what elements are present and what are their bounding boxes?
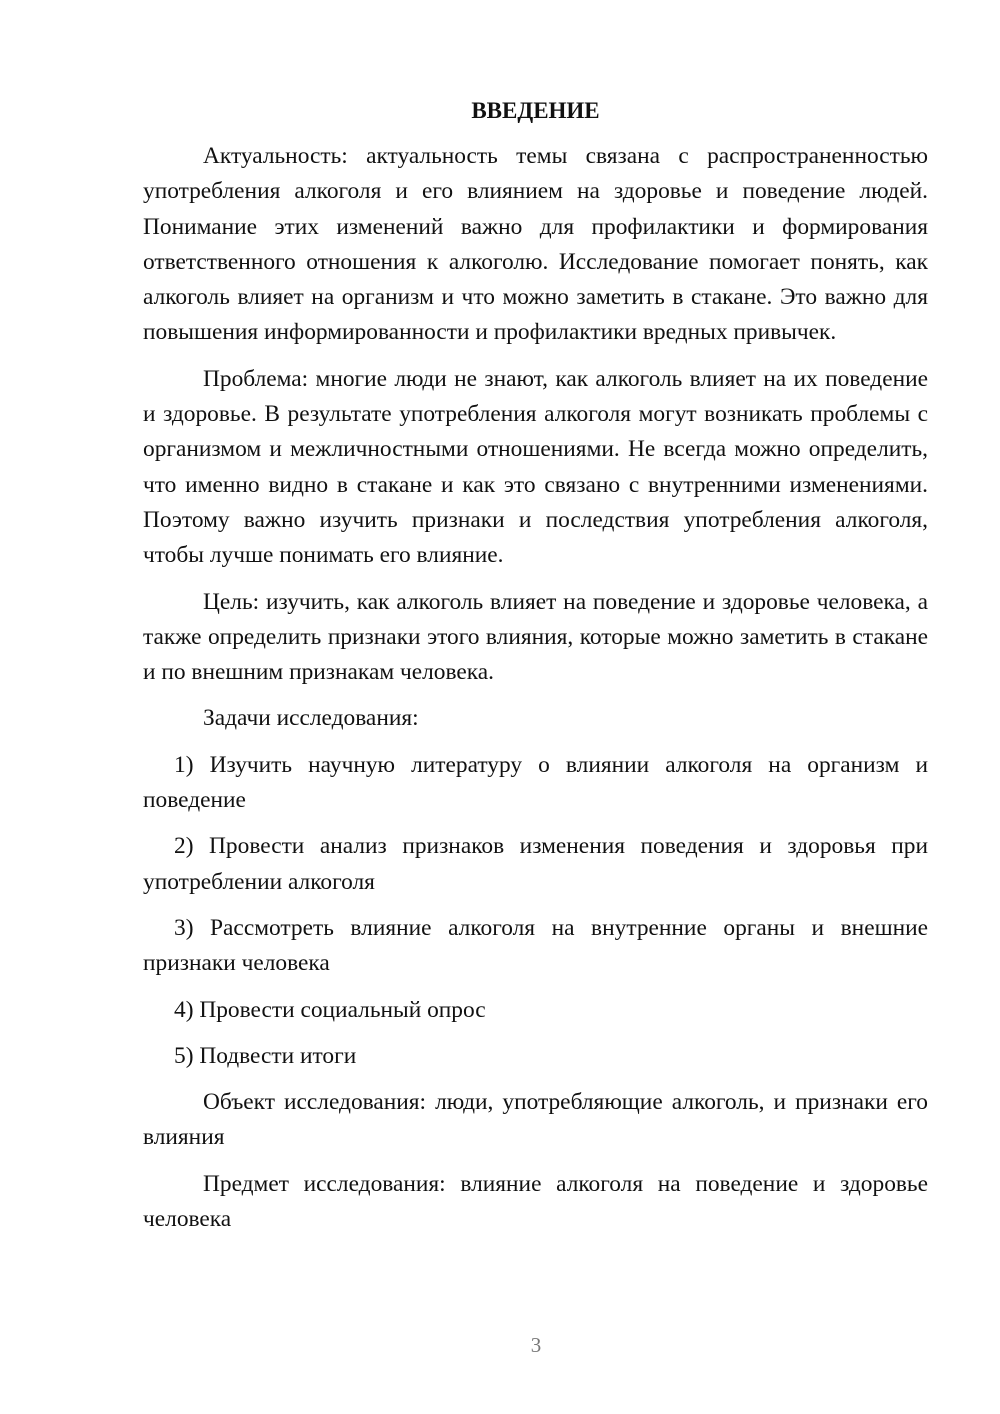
paragraph-relevance: Актуальность: актуальность темы связана с распространенностью употребления алкоголя и его влиянием на здоровье и поведение людей. Понимание этих изменений важно для профилактики и формирования ответственного отношения к алкоголю. Исследование помогает понять, как алкоголь влияет на организм и что можно заметить в стакане. Это важно для повышения информированности и профилактики вредных привычек. xyxy=(143,143,928,346)
task-item-4: 4) Провести социальный опрос xyxy=(174,996,486,1023)
paragraph-problem: Проблема: многие люди не знают, как алкоголь влияет на их поведение и здоровье. В результате употребления алкоголя могут возникать проблемы с организмом и межличностными отношениями. Не всегда можно определить, что именно видно в стакане и как это связано с внутренними изменениями. Поэтому важно изучить признаки и последствия употребления алкоголя, чтобы лучше понимать его влияние. xyxy=(143,365,928,569)
task-item-2: 2) Провести анализ признаков изменения поведения и здоровья при употреблении алкоголя xyxy=(143,833,928,895)
section-heading: ВВЕДЕНИЕ xyxy=(471,98,600,123)
task-item-5: 5) Подвести итоги xyxy=(174,1042,357,1069)
paragraph-object: Объект исследования: люди, употребляющие алкоголь, и признаки его влияния xyxy=(143,1089,928,1151)
paragraph-subject: Предмет исследования: влияние алкоголя на поведение и здоровье человека xyxy=(143,1170,928,1233)
paragraph-tasks-intro: Задачи исследования: xyxy=(203,705,419,732)
task-item-1: 1) Изучить научную литературу о влиянии алкоголя на организм и поведение xyxy=(143,751,928,814)
page-number: 3 xyxy=(530,1333,542,1357)
paragraph-goal: Цель: изучить, как алкоголь влияет на поведение и здоровье человека, а также определить признаки этого влияния, которые можно заметить в стакане и по внешним признакам человека. xyxy=(143,588,928,686)
document-page xyxy=(143,94,928,1237)
task-item-3: 3) Рассмотреть влияние алкоголя на внутренние органы и внешние признаки человека xyxy=(143,914,928,977)
